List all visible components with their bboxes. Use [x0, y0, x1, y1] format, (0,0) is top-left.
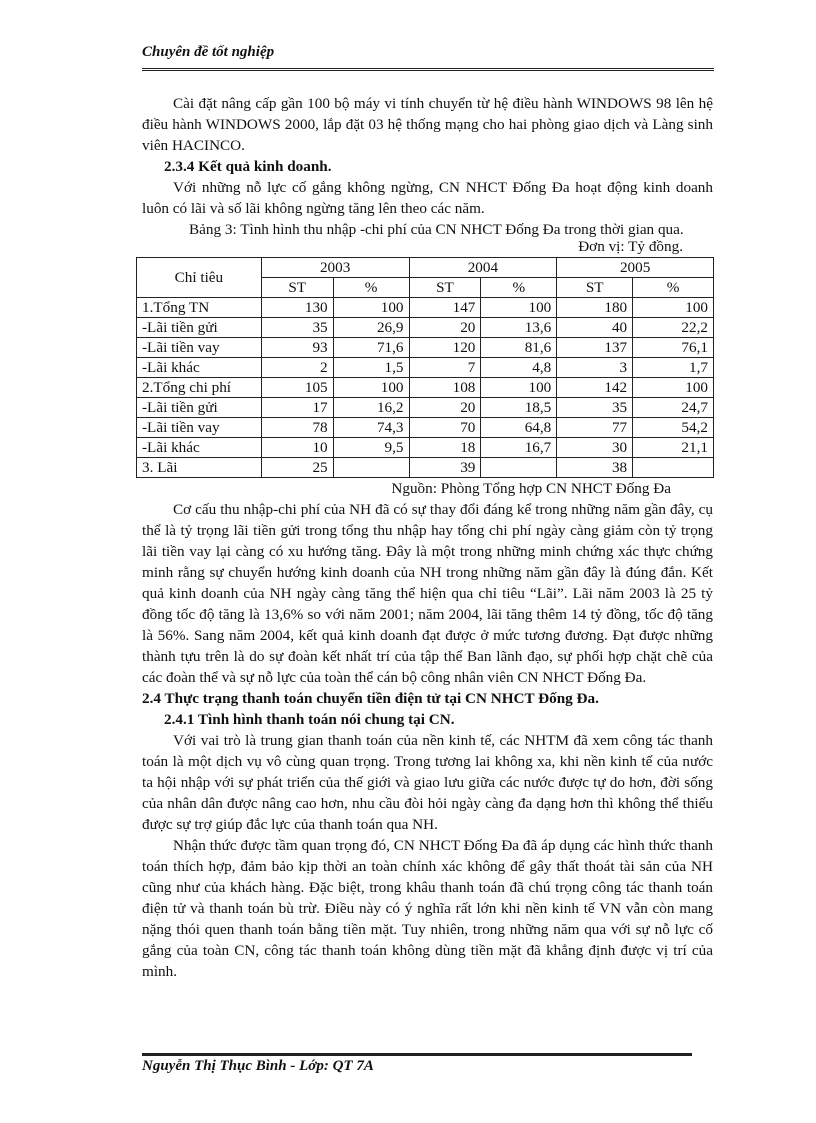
section-2-4-heading: 2.4 Thực trạng thanh toán chuyển tiền điện tử tại CN NHCT Đống Đa. [142, 690, 599, 707]
cell-amount: 77 [557, 418, 633, 438]
cell-amount: 17 [261, 398, 333, 418]
cell-percent: 76,1 [633, 338, 714, 358]
cell-amount: 10 [261, 438, 333, 458]
section-2-3-4-heading: 2.3.4 Kết quả kinh doanh. [164, 158, 332, 175]
table-row [137, 458, 714, 478]
cell-percent: 100 [333, 378, 409, 398]
cell-amount: 70 [409, 418, 481, 438]
header-year: 2003 [261, 258, 409, 278]
cell-percent [481, 458, 557, 478]
cell-percent: 100 [481, 298, 557, 318]
row-label: 2.Tổng chi phí [137, 378, 262, 398]
cell-amount: 130 [261, 298, 333, 318]
cell-percent [333, 458, 409, 478]
row-label: -Lãi tiền vay [137, 418, 262, 438]
intro-paragraph: Cài đặt nâng cấp gần 100 bộ máy vi tính chuyển từ hệ điều hành WINDOWS 98 lên hệ điều hành WINDOWS 2000, lắp đặt 03 hệ thống mạng cho hai phòng giao dịch và Làng sinh viên HACINCO. [142, 95, 713, 154]
cell-amount: 30 [557, 438, 633, 458]
cell-amount: 18 [409, 438, 481, 458]
cell-percent: 24,7 [633, 398, 714, 418]
table-caption: Bảng 3: Tình hình thu nhập -chi phí của CN NHCT Đống Đa trong thời gian qua. [189, 221, 684, 238]
cell-amount: 39 [409, 458, 481, 478]
page-content [142, 93, 713, 982]
cell-amount: 25 [261, 458, 333, 478]
cell-percent: 26,9 [333, 318, 409, 338]
header-year: 2005 [557, 258, 714, 278]
cell-amount: 137 [557, 338, 633, 358]
table-row [137, 298, 714, 318]
cell-percent: 100 [333, 298, 409, 318]
cell-amount: 20 [409, 398, 481, 418]
subheader-st: ST [261, 278, 333, 298]
cell-amount: 147 [409, 298, 481, 318]
header-year: 2004 [409, 258, 557, 278]
cell-percent: 100 [633, 378, 714, 398]
table-row [137, 318, 714, 338]
cell-percent: 100 [481, 378, 557, 398]
table-unit: Đơn vị: Tỷ đồng. [578, 238, 683, 255]
row-label: -Lãi tiền gửi [137, 318, 262, 338]
cell-amount: 2 [261, 358, 333, 378]
cell-percent: 16,7 [481, 438, 557, 458]
table-row [137, 378, 714, 398]
cell-amount: 120 [409, 338, 481, 358]
cell-percent: 71,6 [333, 338, 409, 358]
cell-percent: 1,7 [633, 358, 714, 378]
cell-percent: 22,2 [633, 318, 714, 338]
row-label: 1.Tổng TN [137, 298, 262, 318]
cell-percent [633, 458, 714, 478]
cell-percent: 18,5 [481, 398, 557, 418]
table-header-row [137, 258, 714, 278]
table-row [137, 398, 714, 418]
row-label: -Lãi tiền gửi [137, 398, 262, 418]
row-label: -Lãi tiền vay [137, 338, 262, 358]
cell-percent: 54,2 [633, 418, 714, 438]
cell-amount: 105 [261, 378, 333, 398]
cell-amount: 35 [557, 398, 633, 418]
cell-amount: 35 [261, 318, 333, 338]
header-chi-tieu: Chỉ tiêu [137, 258, 262, 298]
row-label: 3. Lãi [137, 458, 262, 478]
table-source: Nguồn: Phòng Tổng hợp CN NHCT Đống Đa [391, 480, 671, 497]
table-row [137, 338, 714, 358]
cell-percent: 16,2 [333, 398, 409, 418]
cell-percent: 13,6 [481, 318, 557, 338]
page-footer: Nguyễn Thị Thục Bình - Lớp: QT 7A [142, 1058, 374, 1074]
cell-percent: 100 [633, 298, 714, 318]
cell-amount: 78 [261, 418, 333, 438]
cell-amount: 3 [557, 358, 633, 378]
payment-paragraph-1: Với vai trò là trung gian thanh toán của nền kinh tế, các NHTM đã xem công tác thanh toán là một dịch vụ vô cùng quan trọng. Trong tương lai không xa, khi nền kinh tế của nước ta hội nhập với sự phát triển của thế giới và giao lưu giữa các nước được tự do hơn, đời sống của nhân dân được nâng cao hơn, nhu cầu đòi hỏi ngày càng đa dạng hơn thì không thể thiếu được sự trợ giúp đắc lực của thanh toán qua NH. [142, 732, 713, 833]
cell-percent: 1,5 [333, 358, 409, 378]
cell-amount: 20 [409, 318, 481, 338]
cell-percent: 64,8 [481, 418, 557, 438]
subheader-pct: % [633, 278, 714, 298]
header-rule [142, 68, 714, 71]
cell-amount: 93 [261, 338, 333, 358]
row-label: -Lãi khác [137, 358, 262, 378]
cell-amount: 40 [557, 318, 633, 338]
cell-amount: 142 [557, 378, 633, 398]
table-row [137, 438, 714, 458]
cell-percent: 4,8 [481, 358, 557, 378]
cell-percent: 9,5 [333, 438, 409, 458]
footer-rule [142, 1053, 692, 1056]
income-expense-table [136, 257, 714, 478]
results-paragraph: Với những nỗ lực cố gắng không ngừng, CN NHCT Đống Đa hoạt động kinh doanh luôn có lãi và số lãi không ngừng tăng lên theo các năm. [142, 179, 713, 217]
subheader-st: ST [557, 278, 633, 298]
table-body [137, 298, 714, 478]
subheader-pct: % [333, 278, 409, 298]
section-2-4-1-heading: 2.4.1 Tình hình thanh toán nói chung tại CN. [164, 711, 455, 728]
cell-percent: 74,3 [333, 418, 409, 438]
payment-paragraph-2: Nhận thức được tầm quan trọng đó, CN NHCT Đống Đa đã áp dụng các hình thức thanh toán thích hợp, đảm bảo kịp thời an toàn chính xác không để gây thất thoát tài sản của NH cũng như của khách hàng. Đặc biệt, trong khâu thanh toán đã chú trọng công tác thanh toán điện tử và thanh toán bù trừ. Điều này có ý nghĩa rất lớn khi nền kinh tế VN vẫn còn mang nặng thói quen thanh toán bằng tiền mặt. Tuy nhiên, trong những năm qua với sự nỗ lực cố gắng của toàn CN, công tác thanh toán không dùng tiền mặt đã khẳng định được vị trí của mình. [142, 837, 713, 980]
table-row [137, 358, 714, 378]
analysis-paragraph: Cơ cấu thu nhập-chi phí của NH đã có sự thay đổi đáng kể trong những năm gần đây, cụ thể là tỷ trọng lãi tiền gửi trong tổng thu nhập hay tổng chi phí ngày càng giảm còn tỷ trọng lãi tiền vay lại càng có xu hướng tăng. Đây là một trong những minh chứng xác thực chứng minh rằng sự chuyển hướng kinh doanh của NH trong những năm gần đây là đúng đắn. Kết quả kinh doanh của NH ngày càng tăng thể hiện qua chỉ tiêu “Lãi”. Lãi năm 2003 là 25 tỷ đồng tốc độ tăng là 13,6% so với năm 2001; năm 2004, lãi tăng thêm 14 tỷ đồng, tốc độ tăng là 56%. Sang năm 2004, kết quả kinh doanh đạt được ở mức tương đương. Đạt được những thành tựu trên là do sự đoàn kết nhất trí của tập thể Ban lãnh đạo, sự phối hợp chặt chẽ của các đoàn thể và sự nỗ lực của toàn thể cán bộ công nhân viên CN NHCT Đống Đa. [142, 501, 713, 686]
page-header: Chuyên đề tốt nghiệp [142, 44, 275, 60]
cell-percent: 81,6 [481, 338, 557, 358]
cell-amount: 38 [557, 458, 633, 478]
cell-amount: 180 [557, 298, 633, 318]
cell-percent: 21,1 [633, 438, 714, 458]
cell-amount: 108 [409, 378, 481, 398]
cell-amount: 7 [409, 358, 481, 378]
subheader-st: ST [409, 278, 481, 298]
row-label: -Lãi khác [137, 438, 262, 458]
subheader-pct: % [481, 278, 557, 298]
table-row [137, 418, 714, 438]
